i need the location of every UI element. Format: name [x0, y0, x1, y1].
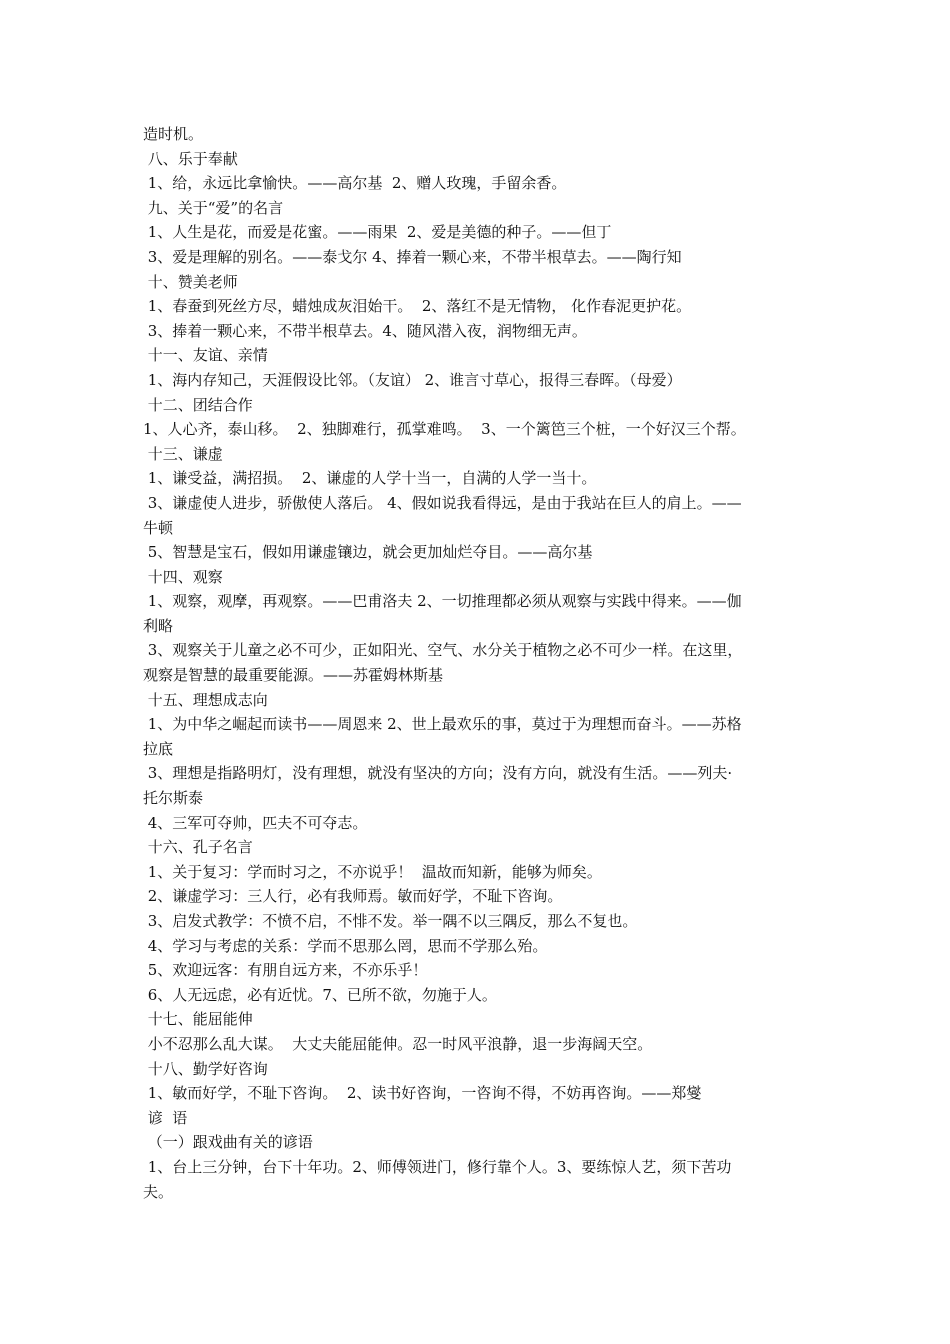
- section-heading: 十七、能屈能伸: [143, 1010, 253, 1029]
- text-line: 6、人无远虑，必有近忧。7、已所不欲，勿施于人。: [143, 985, 497, 1004]
- text-line: 2、谦虚学习：三人行，必有我师焉。敏而好学，不耻下咨询。: [143, 887, 563, 906]
- text-line: 夫。: [143, 1182, 174, 1201]
- text-line: 3、启发式教学：不愤不启，不悱不发。举一隅不以三隅反，那么不复也。: [143, 912, 638, 930]
- text-line: 3、观察关于儿童之必不可少，正如阳光、空气、水分关于植物之必不可少一样。在这里，: [143, 641, 743, 660]
- text-line: 托尔斯泰: [143, 789, 204, 808]
- text-line: 1、人心齐，泰山移。 2、独脚难行，孤掌难鸣。 3、一个篱笆三个桩，一个好汉三个帮。: [143, 420, 746, 439]
- text-line: 拉底: [143, 739, 174, 758]
- text-line: 3、谦虚使人进步，骄傲使人落后。 4、假如说我看得远，是由于我站在巨人的肩上。——: [143, 493, 742, 512]
- text-line: 造时机。: [143, 125, 204, 143]
- section-heading: 十四、观察: [143, 567, 223, 586]
- text-line: 4、学习与考虑的关系：学而不思那么罔，思而不学那么殆。: [143, 936, 548, 955]
- section-heading: 十三、谦虚: [143, 444, 223, 463]
- section-heading: 十、赞美老师: [143, 272, 238, 291]
- text-line: 3、理想是指路明灯，没有理想，就没有坚决的方向；没有方向，就没有生活。——列夫·: [143, 764, 733, 783]
- text-line: 1、海内存知己，天涯假设比邻。（友谊） 2、谁言寸草心，报得三春晖。（母爱）: [143, 370, 682, 389]
- text-line: 4、三军可夺帅，匹夫不可夺志。: [143, 813, 368, 832]
- text-line: 利略: [143, 616, 174, 635]
- section-heading: 十二、团结合作: [143, 395, 253, 414]
- section-heading: 九、关于“爱”的名言: [143, 198, 284, 217]
- section-heading: 十八、勤学好咨询: [143, 1059, 268, 1078]
- text-line: 3、爱是理解的别名。——泰戈尔 4、捧着一颗心来，不带半根草去。——陶行知: [143, 247, 682, 266]
- section-heading: 十六、孔子名言: [143, 838, 253, 857]
- text-line: 牛顿: [143, 518, 174, 537]
- text-line: 1、春蚕到死丝方尽，蜡烛成灰泪始干。 2、落红不是无情物， 化作春泥更护花。: [143, 297, 692, 316]
- text-line: 1、给，永远比拿愉快。——高尔基 2、赠人玫瑰，手留余香。: [143, 174, 567, 193]
- text-line: 1、谦受益，满招损。 2、谦虚的人学十当一，自满的人学一当十。: [143, 469, 597, 488]
- section-heading: 十一、友谊、亲情: [143, 346, 268, 365]
- text-line: 观察是智慧的最重要能源。——苏霍姆林斯基: [143, 666, 444, 685]
- text-line: 1、关于复习：学而时习之，不亦说乎！ 温故而知新，能够为师矣。: [143, 862, 602, 881]
- subsection-heading: （一）跟戏曲有关的谚语: [143, 1133, 313, 1152]
- text-line: 3、捧着一颗心来，不带半根草去。4、随风潜入夜，润物细无声。: [143, 321, 587, 340]
- section-heading: 十五、理想成志向: [143, 690, 268, 709]
- section-heading: 八、乐于奉献: [143, 149, 238, 168]
- section-heading: 谚 语: [143, 1108, 188, 1127]
- text-line: 1、观察，观摩，再观察。——巴甫洛夫 2、一切推理都必须从观察与实践中得来。——伽: [143, 592, 742, 611]
- text-line: 1、人生是花，而爱是花蜜。——雨果 2、爱是美德的种子。——但丁: [143, 223, 612, 242]
- text-line: 1、敏而好学，不耻下咨询。 2、读书好咨询，一咨询不得，不妨再咨询。——郑燮: [143, 1084, 702, 1103]
- text-line: 1、台上三分钟，台下十年功。2、师傅领进门，修行靠个人。3、要练惊人艺，须下苦功: [143, 1157, 732, 1176]
- text-line: 5、欢迎远客：有朋自远方来，不亦乐乎！: [143, 961, 428, 980]
- text-line: 5、智慧是宝石，假如用谦虚镶边，就会更加灿烂夺目。——高尔基: [143, 543, 593, 562]
- text-line: 1、为中华之崛起而读书——周恩来 2、世上最欢乐的事，莫过于为理想而奋斗。——苏格: [143, 715, 742, 734]
- document-page: [143, 122, 818, 1204]
- text-line: 小不忍那么乱大谋。 大丈夫能屈能伸。忍一时风平浪静，退一步海阔天空。: [143, 1034, 653, 1053]
